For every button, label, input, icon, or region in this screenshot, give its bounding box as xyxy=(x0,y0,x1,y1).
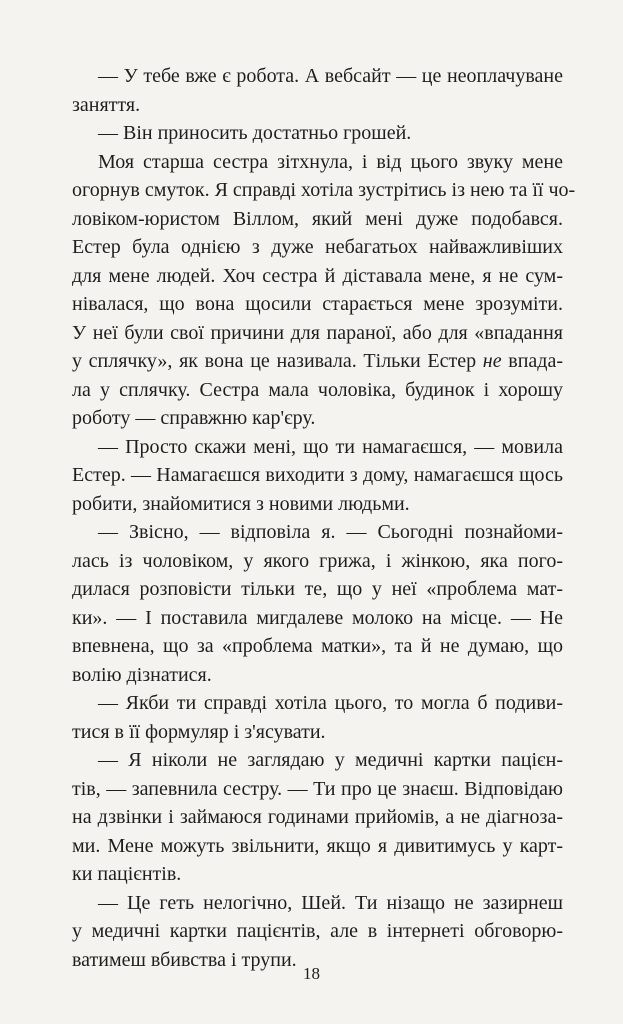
text-line: у медичні картки пацієнтів, але в інтернеті обговорю- xyxy=(72,920,563,942)
text-line: ки». — І поставила мигдалеве молоко на місце. — Не xyxy=(72,606,563,629)
text-line: Естер була однією з дуже небагатьох найважливіших xyxy=(72,236,563,258)
text-line: Моя старша сестра зітхнула, і від цього звуку мене xyxy=(98,150,563,173)
text-line: заняття. xyxy=(72,93,141,116)
page-number: 18 xyxy=(303,964,320,983)
text-line: впевнена, що за «проблема матки», та й не думаю, що xyxy=(72,635,563,657)
text-line: — Я ніколи не заглядаю у медичні картки пацієн- xyxy=(98,749,563,771)
text-line: — Це геть нелогічно, Шей. Ти нізащо не зазирнеш xyxy=(98,891,563,914)
text-line: Естер. — Намагаєшся виходити з дому, намагаєшся щось xyxy=(72,464,563,486)
text-line: тів, — запевнила сестру. — Ти про це знаєш. Відповідаю xyxy=(72,777,563,800)
text-line: дилася розповісти тільки те, що у неї «проблема мат- xyxy=(72,578,563,600)
text-line: ватимеш вбивства і трупи. xyxy=(72,948,297,971)
text-line: ловіком-юристом Віллом, який мені дуже подобався. xyxy=(72,207,563,230)
text-line: — У тебе вже є робота. А вебсайт — це неоплачуване xyxy=(98,65,563,87)
text-line: у сплячку», як вона це називала. Тільки Естер не впада- xyxy=(72,350,563,372)
text-line: ки пацієнтів. xyxy=(72,863,182,885)
text-line: нівалася, що вона щосили старається мене зрозуміти. xyxy=(72,293,563,315)
text-line: — Він приносить достатньо грошей. xyxy=(98,122,412,144)
emphasis-text: не xyxy=(482,350,502,372)
text-line: — Звісно, — відповіла я. — Сьогодні познайоми- xyxy=(98,521,563,543)
text-line: волію дізнатися. xyxy=(72,663,212,686)
body-text xyxy=(72,62,576,974)
text-line: ми. Мене можуть звільнити, якщо я дивитимусь у карт- xyxy=(72,834,563,857)
text-line: на дзвінки і займаюся годинами прийомів, а не діагноза- xyxy=(72,806,563,828)
text-line: роботу — справжню кар'єру. xyxy=(72,407,316,429)
text-line: ла у сплячку. Сестра мала чоловіка, будинок і хорошу xyxy=(72,378,563,401)
text-line: лась із чоловіком, у якого грижа, і жінкою, яка пого- xyxy=(72,549,563,572)
text-line: У неї були свої причини для параної, або для «впадання xyxy=(72,321,563,344)
text-line: — Якби ти справді хотіла цього, то могла б подиви- xyxy=(98,692,563,714)
text-line: огорнув смуток. Я справді хотіла зустрітись із нею та її чо- xyxy=(72,179,576,201)
text-line: — Просто скажи мені, що ти намагаєшся, — мовила xyxy=(98,435,563,458)
text-line: для мене людей. Хоч сестра й діставала мене, я не сум- xyxy=(72,264,563,287)
text-line: тися в її формуляр і з'ясувати. xyxy=(72,720,326,743)
text-line: робити, знайомитися з новими людьми. xyxy=(72,492,410,515)
